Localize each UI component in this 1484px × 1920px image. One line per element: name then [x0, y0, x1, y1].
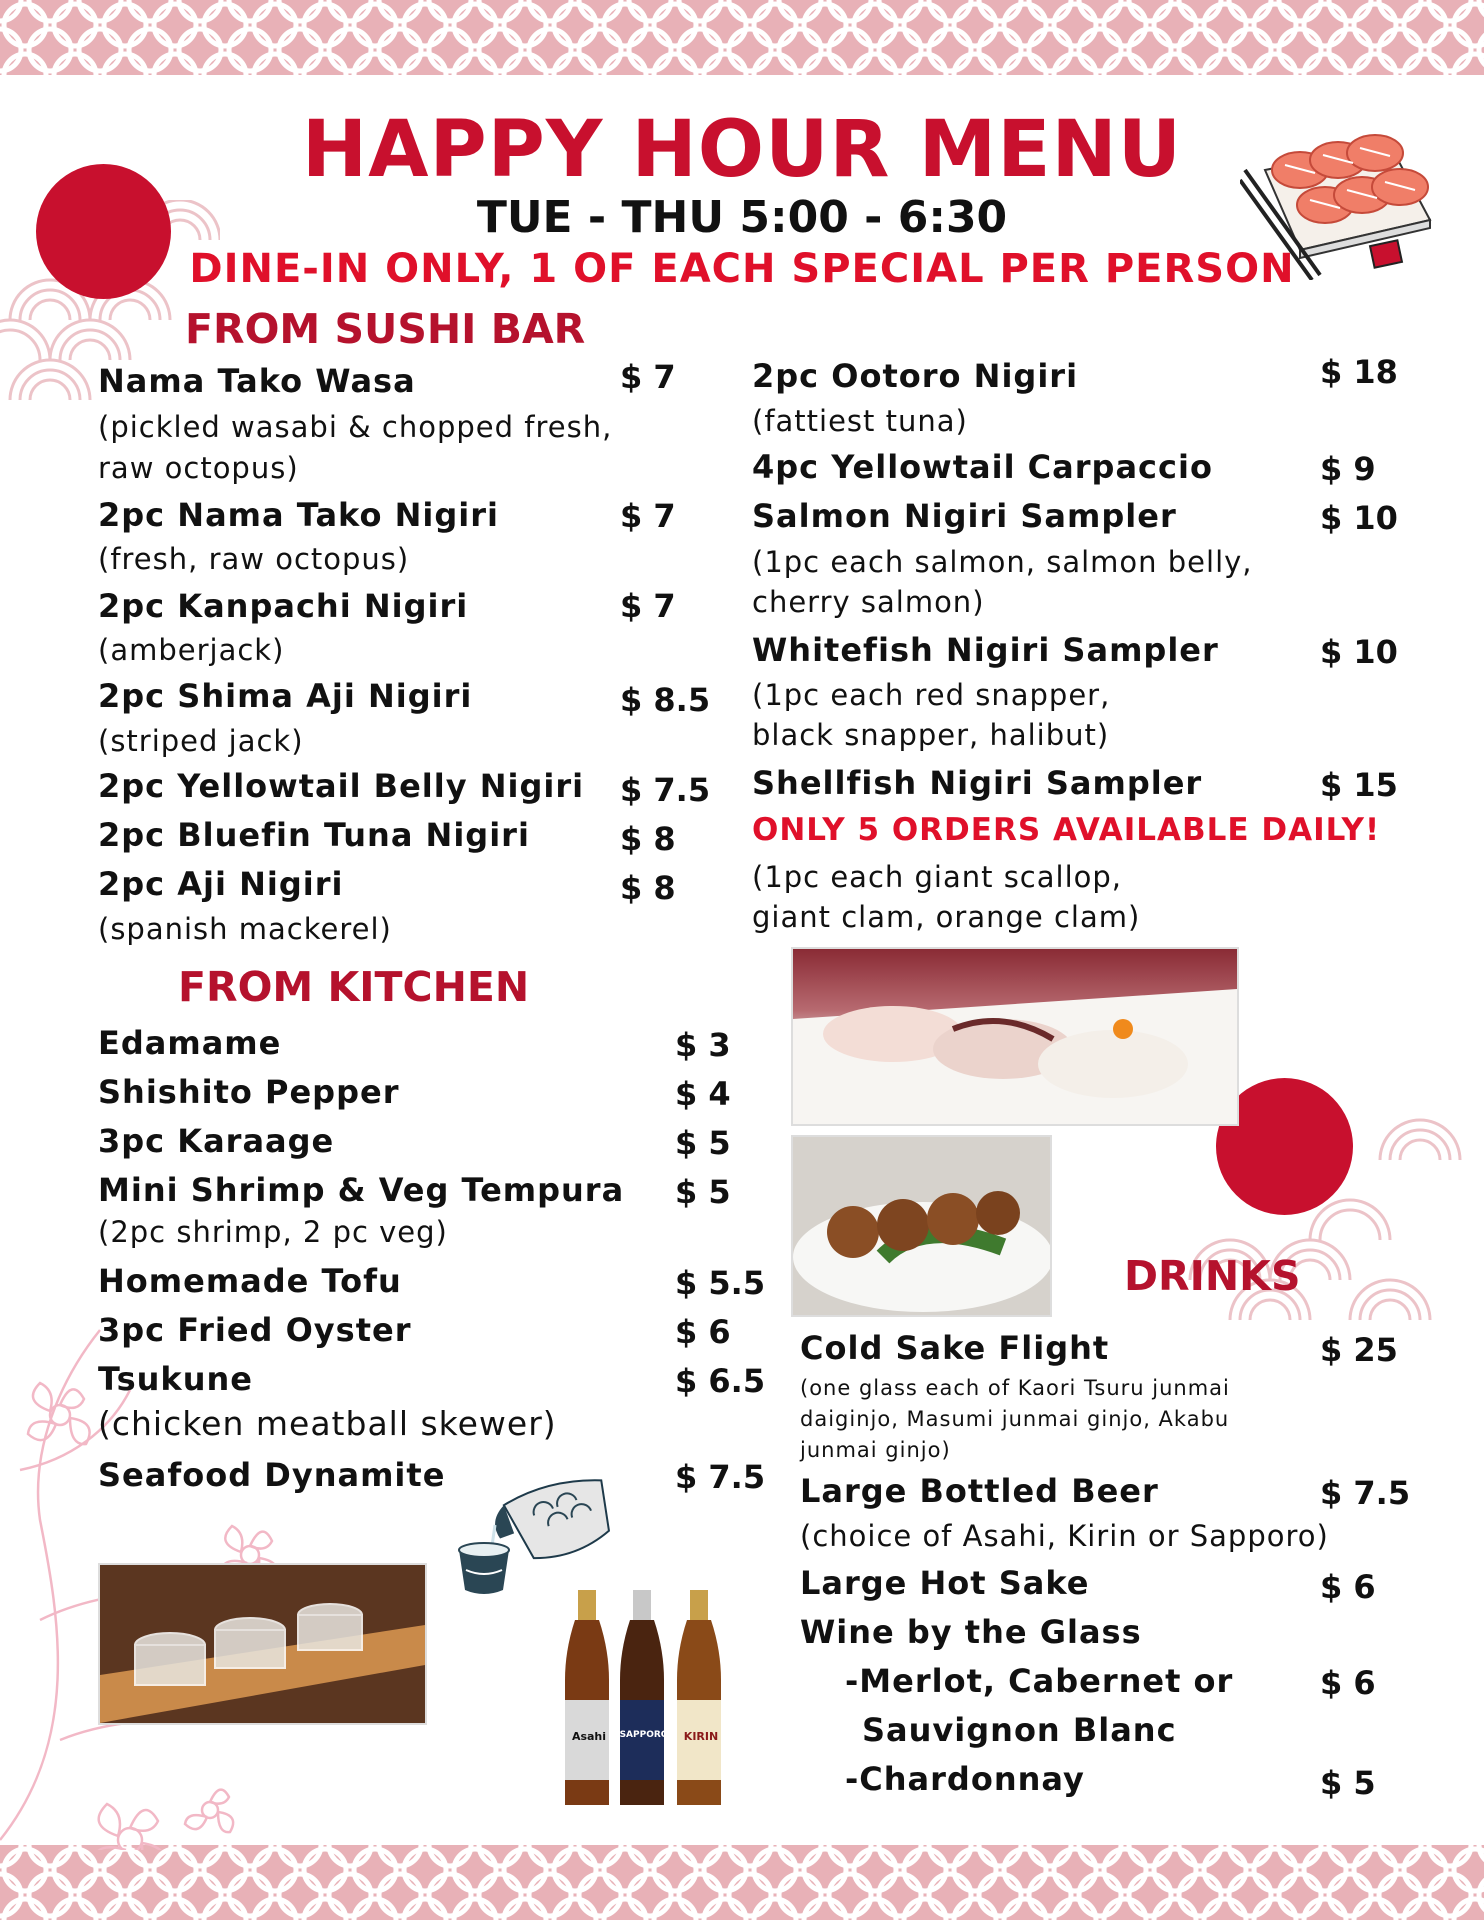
menu-item-description: (1pc each red snapper, [752, 678, 1111, 712]
menu-item-name: 3pc Fried Oyster [98, 1311, 412, 1349]
menu-item-name: 2pc Aji Nigiri [98, 865, 344, 903]
menu-item-name: 2pc Ootoro Nigiri [752, 357, 1079, 395]
menu-item-name: Salmon Nigiri Sampler [752, 497, 1177, 535]
menu-item-price: $ 6 [1320, 1664, 1376, 1702]
beer-label-asahi: Asahi [571, 1730, 607, 1743]
menu-item-description: black snapper, halibut) [752, 718, 1110, 752]
menu-item-price: $ 7 [620, 497, 676, 535]
wave-pattern-icon [0, 1845, 1484, 1920]
beer-label-kirin: KIRIN [683, 1730, 719, 1743]
menu-item-name: Mini Shrimp & Veg Tempura [98, 1171, 625, 1209]
happy-hour-times: TUE - THU 5:00 - 6:30 [476, 192, 1008, 243]
menu-item-name: 2pc Bluefin Tuna Nigiri [98, 816, 530, 854]
menu-item-price: $ 7.5 [1320, 1474, 1411, 1512]
menu-item-name: Tsukune [98, 1360, 253, 1398]
menu-item-price: $ 7 [620, 587, 676, 625]
menu-item-name: Large Bottled Beer [800, 1472, 1159, 1510]
menu-item-name: Whitefish Nigiri Sampler [752, 631, 1219, 669]
menu-item-price: $ 7.5 [620, 771, 711, 809]
menu-item-price: $ 10 [1320, 499, 1398, 537]
dine-in-notice: DINE-IN ONLY, 1 OF EACH SPECIAL PER PERSON [189, 246, 1295, 292]
menu-item-price: $ 15 [1320, 766, 1398, 804]
menu-item-name: Sauvignon Blanc [862, 1711, 1177, 1749]
menu-item-name: Edamame [98, 1024, 282, 1062]
nigiri-photo [791, 947, 1239, 1126]
menu-item-name: 4pc Yellowtail Carpaccio [752, 448, 1213, 486]
menu-item-description: (one glass each of Kaori Tsuru junmai [800, 1376, 1230, 1400]
menu-item-description: (chicken meatball skewer) [98, 1404, 557, 1443]
menu-item-price: $ 8 [620, 820, 676, 858]
top-pattern-band [0, 0, 1484, 75]
menu-title: HAPPY HOUR MENU [301, 105, 1183, 195]
menu-item-name: Large Hot Sake [800, 1564, 1090, 1602]
menu-item-name: 2pc Nama Tako Nigiri [98, 496, 499, 534]
menu-item-name: Nama Tako Wasa [98, 362, 416, 400]
menu-item-name: 2pc Yellowtail Belly Nigiri [98, 767, 585, 805]
tsukune-plate-image [793, 1137, 1050, 1315]
menu-item-description: (choice of Asahi, Kirin or Sapporo) [800, 1519, 1329, 1553]
limited-availability-notice: ONLY 5 ORDERS AVAILABLE DAILY! [752, 812, 1381, 848]
menu-item-description: daiginjo, Masumi junmai ginjo, Akabu [800, 1407, 1230, 1431]
menu-item-price: $ 6.5 [675, 1362, 766, 1400]
section-heading-kitchen: FROM KITCHEN [178, 963, 530, 1011]
menu-item-description: (fresh, raw octopus) [98, 542, 410, 576]
sake-glasses-image [100, 1565, 425, 1723]
menu-item-price: $ 5 [1320, 1764, 1376, 1802]
menu-item-name: 2pc Kanpachi Nigiri [98, 587, 469, 625]
sake-flight-photo [98, 1563, 427, 1725]
menu-item-price: $ 6 [675, 1313, 731, 1351]
menu-item-name: Cold Sake Flight [800, 1329, 1110, 1367]
beer-bottles-image [563, 1590, 735, 1810]
menu-item-price: $ 3 [675, 1026, 731, 1064]
menu-item-name: Seafood Dynamite [98, 1456, 446, 1494]
menu-item-description: raw octopus) [98, 451, 299, 485]
menu-item-description: junmai ginjo) [800, 1438, 951, 1462]
menu-item-name: Wine by the Glass [800, 1613, 1142, 1651]
menu-item-name: Shishito Pepper [98, 1073, 400, 1111]
menu-item-description: cherry salmon) [752, 585, 985, 619]
menu-item-name: Shellfish Nigiri Sampler [752, 764, 1203, 802]
menu-item-price: $ 8 [620, 869, 676, 907]
nigiri-plate-image [793, 949, 1237, 1124]
menu-item-description: (amberjack) [98, 633, 285, 667]
menu-item-description: (1pc each salmon, salmon belly, [752, 545, 1253, 579]
menu-item-name: 2pc Shima Aji Nigiri [98, 677, 473, 715]
menu-item-price: $ 5 [675, 1124, 731, 1162]
menu-item-price: $ 18 [1320, 353, 1398, 391]
menu-item-price: $ 9 [1320, 450, 1376, 488]
menu-item-name: 3pc Karaage [98, 1122, 335, 1160]
menu-item-name: Homemade Tofu [98, 1262, 402, 1300]
menu-item-description: (spanish mackerel) [98, 912, 392, 946]
menu-item-price: $ 5.5 [675, 1264, 766, 1302]
tsukune-photo [791, 1135, 1052, 1317]
menu-item-price: $ 10 [1320, 633, 1398, 671]
menu-item-description: (striped jack) [98, 724, 304, 758]
menu-item-description: (pickled wasabi & chopped fresh, [98, 410, 613, 444]
menu-item-description: (1pc each giant scallop, [752, 860, 1123, 894]
menu-item-name: -Merlot, Cabernet or [845, 1662, 1234, 1700]
menu-item-price: $ 8.5 [620, 681, 711, 719]
menu-item-description: giant clam, orange clam) [752, 900, 1141, 934]
menu-item-price: $ 25 [1320, 1331, 1398, 1369]
section-heading-sushi-bar: FROM SUSHI BAR [185, 305, 586, 353]
menu-item-price: $ 4 [675, 1075, 731, 1113]
bottom-pattern-band [0, 1845, 1484, 1920]
beer-label-sapporo: SAPPORO [619, 1730, 669, 1740]
sake-cup-icon [454, 1535, 514, 1600]
menu-item-name: -Chardonnay [845, 1760, 1085, 1798]
menu-item-price: $ 5 [675, 1173, 731, 1211]
menu-item-price: $ 7 [620, 358, 676, 396]
menu-item-description: (fattiest tuna) [752, 404, 968, 438]
menu-item-price: $ 6 [1320, 1568, 1376, 1606]
menu-item-description: (2pc shrimp, 2 pc veg) [98, 1215, 448, 1249]
section-heading-drinks: DRINKS [1124, 1252, 1301, 1300]
menu-item-price: $ 7.5 [675, 1458, 766, 1496]
wave-pattern-icon [0, 0, 1484, 75]
